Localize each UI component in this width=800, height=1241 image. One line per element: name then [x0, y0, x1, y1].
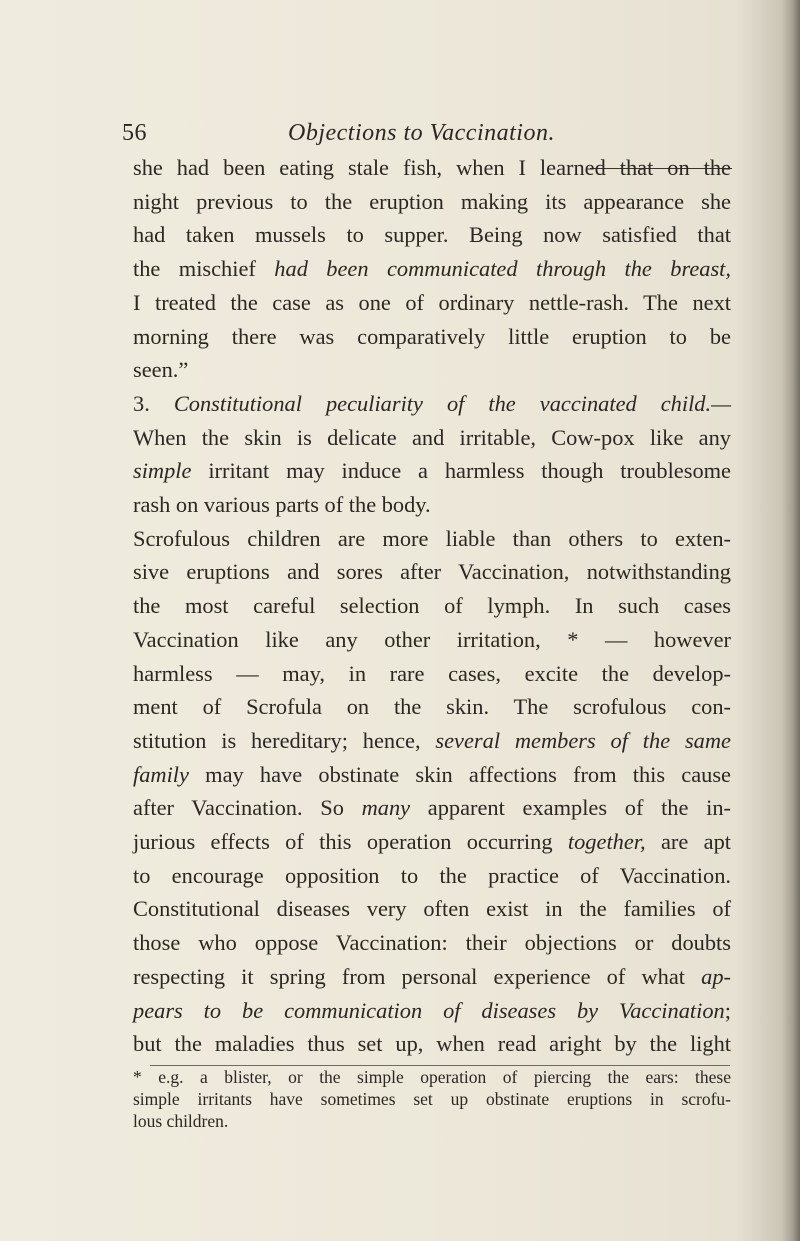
- text-line: I treated the case as one of ordinary nettle-rash. The next: [133, 289, 731, 315]
- text-line: Vaccination like any other irritation, * — however: [133, 626, 731, 652]
- text-segment: are apt: [645, 829, 732, 855]
- text-line: she had been eating stale fish, when I learned that on the: [133, 155, 731, 180]
- text-segment: apparent examples of the in-: [410, 795, 731, 821]
- text-line: [133, 454, 731, 488]
- text-line: morning there was comparatively little eruption to be: [133, 323, 731, 349]
- text-line: [133, 724, 731, 758]
- italic-segment: simple: [133, 458, 192, 484]
- text-line: sive eruptions and sores after Vaccination, notwithstanding: [133, 559, 731, 585]
- text-line: to encourage opposition to the practice of Vaccination.: [133, 862, 731, 888]
- section-heading-line: [133, 387, 731, 421]
- text-segment: ;: [724, 997, 731, 1023]
- section-number: 3.: [133, 390, 174, 416]
- text-line: but the maladies thus set up, when read aright by the light: [133, 1031, 731, 1057]
- italic-segment: several members of the same: [435, 727, 731, 753]
- text-segment: after Vaccination. So: [133, 795, 362, 821]
- footnote-line: lous children.: [133, 1111, 229, 1131]
- text-line: harmless — may, in rare cases, excite the develop-: [133, 660, 731, 686]
- footnote-line: simple irritants have sometimes set up obstinate eruptions in scrofu-: [133, 1089, 731, 1109]
- text-line: [133, 960, 731, 994]
- page-number: 56: [122, 120, 147, 146]
- text-line: seen.”: [133, 357, 189, 383]
- text-line: Scrofulous children are more liable than others to exten-: [133, 525, 731, 551]
- section-heading: Constitutional peculiarity of the vaccinated child.—: [173, 390, 732, 416]
- text-line: Constitutional diseases very often exist in the families of: [133, 896, 731, 922]
- italic-segment: together,: [567, 829, 646, 855]
- page-edge-shadow: [782, 0, 800, 1241]
- italic-segment: had been communicated through the breast,: [274, 256, 731, 282]
- text-line: those who oppose Vaccination: their objections or doubts: [133, 930, 731, 956]
- text-line: rash on various parts of the body.: [133, 492, 431, 518]
- italic-segment: pears to be communication of diseases by Vaccination: [133, 997, 725, 1023]
- footnote-line: * e.g. a blister, or the simple operation of piercing the ears: these: [133, 1067, 731, 1087]
- italic-segment: many: [361, 795, 411, 821]
- text-segment: irritant may induce a harmless though troublesome: [191, 458, 731, 484]
- running-title: Objections to Vaccination.: [288, 120, 555, 146]
- text-line: [133, 791, 731, 825]
- text-segment: may have obstinate skin affections from this cause: [188, 761, 731, 787]
- text-line: ment of Scrofula on the skin. The scrofulous con-: [133, 694, 731, 720]
- text-line: night previous to the eruption making its appearance she: [133, 188, 731, 214]
- text-segment: respecting it spring from personal experience of what: [133, 963, 702, 989]
- footnote: [133, 1066, 731, 1132]
- text-line: [133, 252, 731, 286]
- italic-segment: family: [133, 761, 189, 787]
- text-line: [133, 825, 731, 859]
- text-line: [133, 758, 731, 792]
- text-line: the most careful selection of lymph. In such cases: [133, 593, 731, 619]
- text-segment: the mischief: [133, 256, 275, 282]
- body-text: [133, 151, 731, 1061]
- text-line: had taken mussels to supper. Being now satisfied that: [133, 222, 731, 248]
- text-line: When the skin is delicate and irritable, Cow-pox like any: [133, 424, 731, 450]
- italic-segment: ap-: [701, 963, 731, 989]
- text-line: [133, 994, 731, 1028]
- text-segment: jurious effects of this operation occurring: [133, 829, 568, 855]
- text-segment: stitution is hereditary; hence,: [133, 727, 436, 753]
